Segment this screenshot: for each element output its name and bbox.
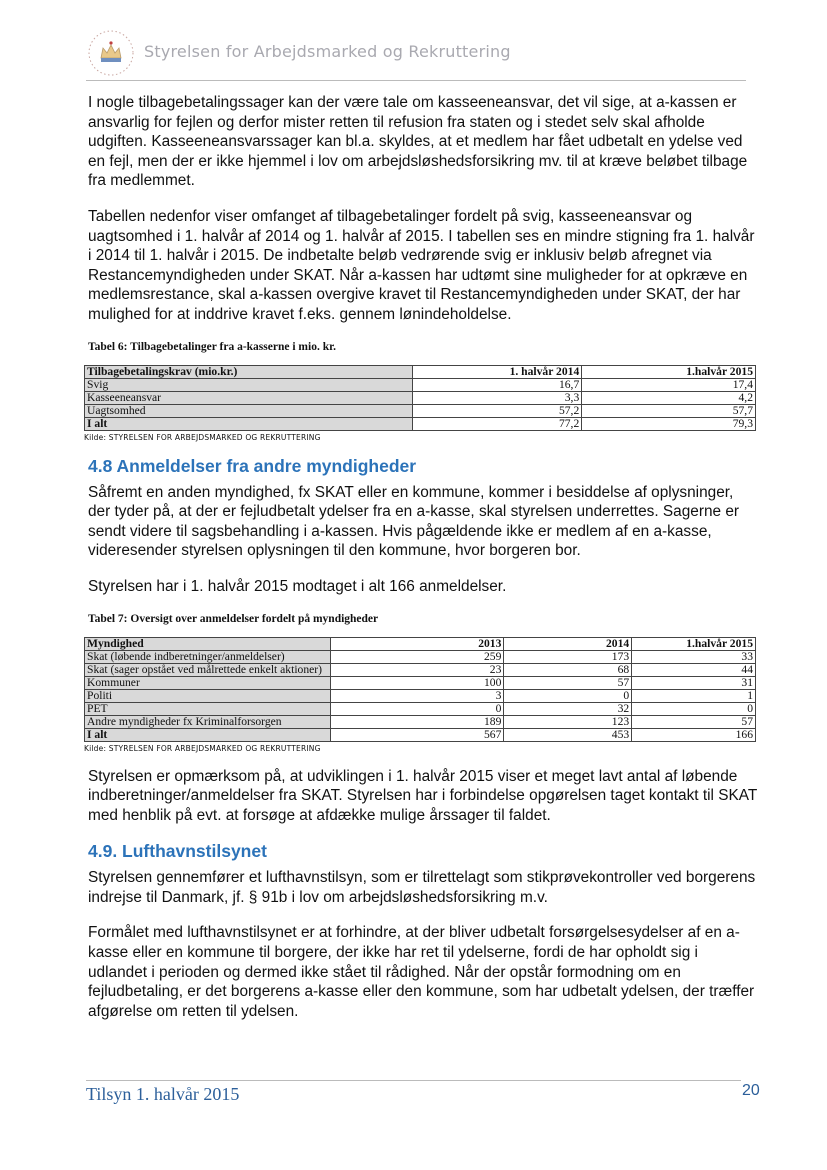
table-cell: Kasseeneansvar	[85, 391, 413, 404]
table-header-cell: 2013	[330, 637, 504, 650]
table-cell: 23	[330, 663, 504, 676]
table-cell: 68	[504, 663, 632, 676]
table-cell: 57	[632, 715, 756, 728]
table-cell: 453	[504, 728, 632, 741]
table-cell: 0	[632, 702, 756, 715]
table-cell: 77,2	[412, 417, 582, 430]
table-cell: 31	[632, 676, 756, 689]
table-cell: 567	[330, 728, 504, 741]
table-cell: I alt	[85, 728, 331, 741]
table-cell: 173	[504, 650, 632, 663]
table6	[84, 365, 756, 431]
table-cell: Politi	[85, 689, 331, 702]
table-cell: Kommuner	[85, 676, 331, 689]
table-total-row	[85, 417, 756, 430]
table-cell: 123	[504, 715, 632, 728]
paragraph: Såfremt en anden myndighed, fx SKAT eller en kommune, kommer i besiddelse af oplysninger, der tyder på, at der er fejludbetalt ydelser fra en a-kasse, skal styrelsen underrettes. Sagerne er sendt videre til sagsbehandling i a-kassen. Hvis pågældende ikke er medlem af en a-kasse, videresender styrelsen oplysningen til den kommune, hvor borgeren bor.	[88, 483, 740, 560]
table-cell: 57	[504, 676, 632, 689]
table-row	[85, 404, 756, 417]
table-cell: 57,2	[412, 404, 582, 417]
table-cell: 3,3	[412, 391, 582, 404]
table-cell: 259	[330, 650, 504, 663]
footer-divider	[86, 1080, 741, 1081]
paragraph: Styrelsen har i 1. halvår 2015 modtaget i alt 166 anmeldelser.	[88, 577, 507, 595]
table-cell: Svig	[85, 378, 413, 391]
table-cell: 189	[330, 715, 504, 728]
table-header-cell: 1.halvår 2015	[582, 365, 756, 378]
main-content	[84, 93, 758, 1037]
page-header	[86, 28, 746, 80]
section-heading: 4.9. Lufthavnstilsynet	[88, 841, 267, 862]
table7-source: Kilde: STYRELSEN FOR ARBEJDSMARKED OG REKRUTTERING	[84, 743, 321, 753]
table-cell: Uagtsomhed	[85, 404, 413, 417]
table-cell: PET	[85, 702, 331, 715]
table6-source: Kilde: STYRELSEN FOR ARBEJDSMARKED OG REKRUTTERING	[84, 432, 321, 442]
table-row	[85, 650, 756, 663]
table-cell: 16,7	[412, 378, 582, 391]
table-cell: Skat (sager opstået ved målrettede enkelt aktioner)	[85, 663, 331, 676]
table-total-row	[85, 728, 756, 741]
table-row	[85, 715, 756, 728]
table-cell: 166	[632, 728, 756, 741]
table-cell: I alt	[85, 417, 413, 430]
table-cell: 100	[330, 676, 504, 689]
table-header-row	[85, 365, 756, 378]
section-heading: 4.8 Anmeldelser fra andre myndigheder	[88, 455, 417, 476]
table-header-cell: Tilbagebetalingskrav (mio.kr.)	[85, 365, 413, 378]
table-cell: 32	[504, 702, 632, 715]
footer-title: Tilsyn 1. halvår 2015	[86, 1084, 240, 1104]
crown-logo-icon	[86, 28, 136, 78]
table-cell: 57,7	[582, 404, 756, 417]
header-divider	[86, 80, 746, 81]
organization-name: Styrelsen for Arbejdsmarked og Rekruttering	[144, 42, 511, 61]
table-cell: 4,2	[582, 391, 756, 404]
table-cell: 79,3	[582, 417, 756, 430]
table-row	[85, 391, 756, 404]
table-row	[85, 676, 756, 689]
table-cell: 17,4	[582, 378, 756, 391]
table-cell: Andre myndigheder fx Kriminalforsorgen	[85, 715, 331, 728]
table-cell: Skat (løbende indberetninger/anmeldelser)	[85, 650, 331, 663]
table-header-cell: 2014	[504, 637, 632, 650]
table-cell: 1	[632, 689, 756, 702]
table-header-cell: 1. halvår 2014	[412, 365, 582, 378]
table-row	[85, 378, 756, 391]
table-row	[85, 702, 756, 715]
table6-caption: Tabel 6: Tilbagebetalinger fra a-kasserne i mio. kr.	[88, 340, 337, 353]
table7-caption: Tabel 7: Oversigt over anmeldelser fordelt på myndigheder	[88, 612, 379, 625]
table-cell: 3	[330, 689, 504, 702]
table-header-cell: Myndighed	[85, 637, 331, 650]
table-row	[85, 663, 756, 676]
table-cell: 0	[330, 702, 504, 715]
table-cell: 0	[504, 689, 632, 702]
table-header-row	[85, 637, 756, 650]
page-number: 20	[742, 1082, 760, 1099]
paragraph: Styrelsen gennemfører et lufthavnstilsyn, som er tilrettelagt som stikprøvekontroller ved borgerens indrejse til Danmark, jf. § 91b i lov om arbejdsløshedsforsikring m.v.	[88, 869, 756, 906]
table-row	[85, 689, 756, 702]
table7	[84, 637, 756, 742]
paragraph: I nogle tilbagebetalingssager kan der være tale om kasseeneansvar, det vil sige, at a-kassen er ansvarlig for fejlen og derfor mister retten til refusion fra staten og i stedet selv skal afholde udgiften. Kasseeneansvarssager kan bl.a. skyldes, at et medlem har fået udbetalt en ydelse ved en fejl, men der er ikke hjemmel i lov om arbejdsløshedsforsikring mv. til at kræve beløbet tilbage fra medlemmet.	[88, 94, 748, 190]
paragraph: Formålet med lufthavnstilsynet er at forhindre, at der bliver udbetalt forsørgelsesydelser af en a-kasse eller en kommune til borgere, der ikke har ret til ydelserne, fordi de har opholdt sig i udlandet i perioden og dermed ikke stået til rådighed. Når der opstår formodning om en fejludbetaling, er det borgerens a-kasse eller den kommune, som har udbetalt ydelsen, der træffer afgørelse om retten til ydelsen.	[88, 924, 755, 1020]
paragraph: Tabellen nedenfor viser omfanget af tilbagebetalinger fordelt på svig, kasseeneansvar og uagtsomhed i 1. halvår af 2014 og 1. halvår af 2015. I tabellen ses en mindre stigning fra 1. halvår i 2014 til 1. halvår i 2015. De indbetalte beløb vedrørende svig er inklusiv beløb afregnet via Restancemyndigheden under SKAT. Når a-kassen har udtømt sine muligheder for at opkræve en medlemsrestance, skal a-kassen overgive kravet til Restancemyndigheden under SKAT, der har mulighed for at inddrive kravet f.eks. gennem lønindeholdelse.	[88, 207, 755, 323]
paragraph: Styrelsen er opmærksom på, at udviklingen i 1. halvår 2015 viser et meget lavt antal af løbende indberetninger/anmeldelser fra SKAT. Styrelsen har i forbindelse opgørelsen taget kontakt til SKAT med henblik på evt. at forsøge at afdække mulige årssager til faldet.	[88, 767, 757, 824]
table-cell: 33	[632, 650, 756, 663]
table-header-cell: 1.halvår 2015	[632, 637, 756, 650]
table-cell: 44	[632, 663, 756, 676]
